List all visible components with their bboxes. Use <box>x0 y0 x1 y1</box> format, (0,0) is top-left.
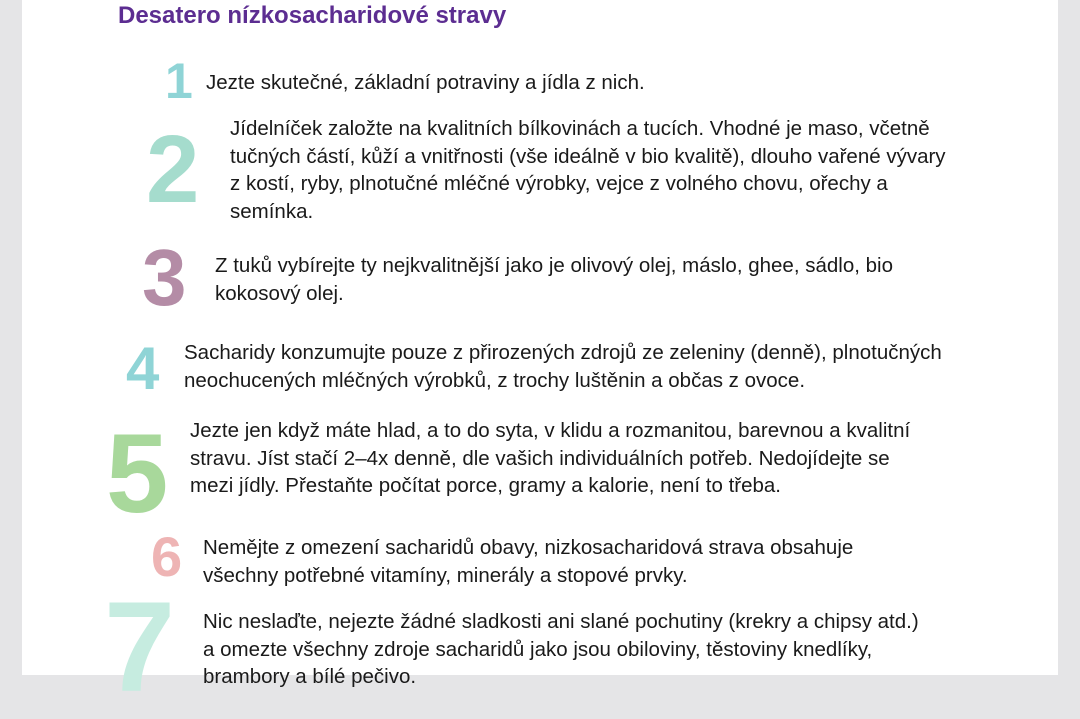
item-text-3: Z tuků vybírejte ty nejkvalitnější jako je olivový olej, máslo, ghee, sádlo, bio kokosový olej. <box>215 254 893 305</box>
item-number-3: 3 <box>142 233 187 322</box>
item-number-5: 5 <box>106 411 169 536</box>
item-text-6: Nemějte z omezení sacharidů obavy, nizkosacharidová strava obsahuje všechny potřebné vitamíny, minerály a stopové prvky. <box>203 536 854 587</box>
item-text-4: Sacharidy konzumujte pouze z přirozených zdrojů ze zeleniny (denně), plnotučných neochucených mléčných výrobků, z trochy luštěnin a občas z ovoce. <box>184 341 942 392</box>
document-title: Desatero nízkosacharidové stravy <box>118 2 507 29</box>
item-number-2: 2 <box>146 116 200 223</box>
item-number-6: 6 <box>151 525 183 588</box>
item-number-1: 1 <box>165 53 193 109</box>
document-page <box>22 0 1058 719</box>
item-number-4: 4 <box>126 335 160 402</box>
item-text-7: Nic neslaďte, nejezte žádné sladkosti ani slané pochutiny (krekry a chipsy atd.) a omezte všechny zdroje sacharidů jako jsou obiloviny, těstoviny knedlíky, brambory a bílé pečivo. <box>203 610 919 688</box>
item-text-2: Jídelníček založte na kvalitních bílkovinách a tucích. Vhodné je maso, včetně tučných částí, kůží a vnitřnosti (vše ideálně v bio kvalitě), dlouho vařené vývary z kostí, ryby, plnotučné mléčné výrobky, vejce z volného chovu, ořechy a semínka. <box>230 117 946 223</box>
item-number-7: 7 <box>104 576 176 719</box>
item-text-1: Jezte skutečné, základní potraviny a jídla z nich. <box>206 71 645 94</box>
item-text-5: Jezte jen když máte hlad, a to do syta, v klidu a rozmanitou, barevnou a kvalitní stravu. Jíst stačí 2–4x denně, dle vašich individuálních potřeb. Nedojídejte se mezi jídly. Přestaňte počítat porce, gramy a kalorie, není to třeba. <box>190 419 911 497</box>
